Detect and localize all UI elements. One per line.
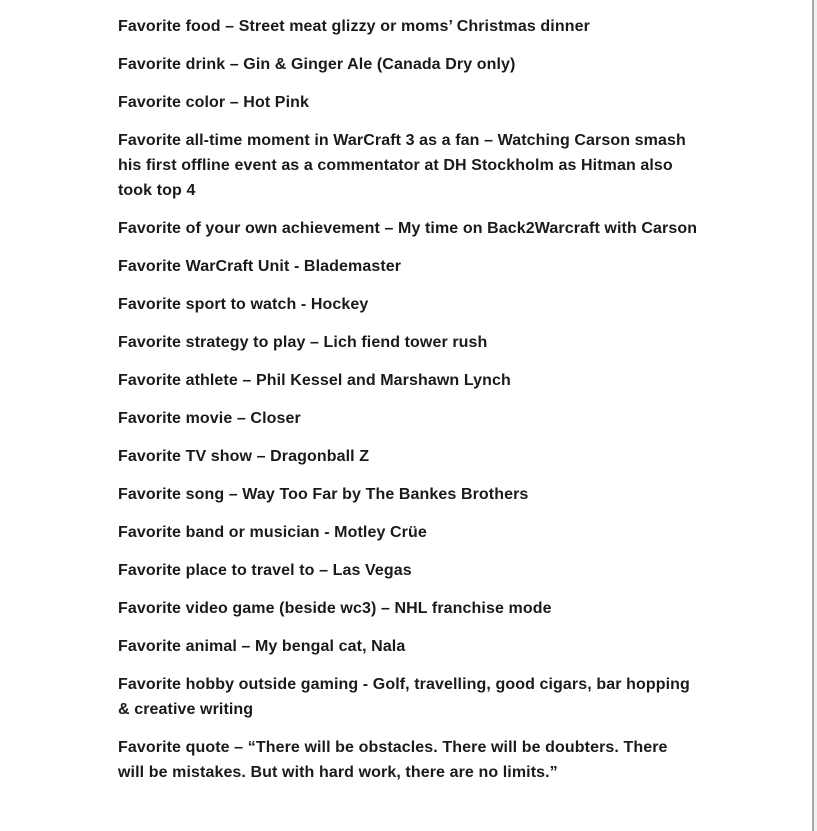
favorite-hobby-item: Favorite hobby outside gaming - Golf, travelling, good cigars, bar hopping & creative writing [118, 676, 690, 718]
favorite-strategy-item: Favorite strategy to play – Lich fiend tower rush [118, 334, 488, 351]
favorite-drink-item: Favorite drink – Gin & Ginger Ale (Canada Dry only) [118, 56, 516, 73]
favorite-song-item: Favorite song – Way Too Far by The Bankes Brothers [118, 486, 529, 503]
favorite-video-game-item: Favorite video game (beside wc3) – NHL franchise mode [118, 600, 552, 617]
favorite-moment-item: Favorite all-time moment in WarCraft 3 as a fan – Watching Carson smash his first offline event as a commentator at DH Stockholm as Hitman also took top 4 [118, 132, 686, 199]
favorite-movie-item: Favorite movie – Closer [118, 410, 301, 427]
favorite-quote-item: Favorite quote – “There will be obstacles. There will be doubters. There will be mistakes. But with hard work, there are no limits.” [118, 739, 668, 781]
favorite-achievement-item: Favorite of your own achievement – My time on Back2Warcraft with Carson [118, 220, 698, 237]
favorites-list [118, 14, 698, 798]
favorite-food-item: Favorite food – Street meat glizzy or moms’ Christmas dinner [118, 18, 590, 35]
favorite-sport-item: Favorite sport to watch - Hockey [118, 296, 369, 313]
favorite-animal-item: Favorite animal – My bengal cat, Nala [118, 638, 406, 655]
favorite-color-item: Favorite color – Hot Pink [118, 94, 309, 111]
favorite-athlete-item: Favorite athlete – Phil Kessel and Marshawn Lynch [118, 372, 511, 389]
favorite-tv-show-item: Favorite TV show – Dragonball Z [118, 448, 370, 465]
favorite-travel-item: Favorite place to travel to – Las Vegas [118, 562, 412, 579]
favorite-unit-item: Favorite WarCraft Unit - Blademaster [118, 258, 402, 275]
favorite-band-item: Favorite band or musician - Motley Crüe [118, 524, 427, 541]
